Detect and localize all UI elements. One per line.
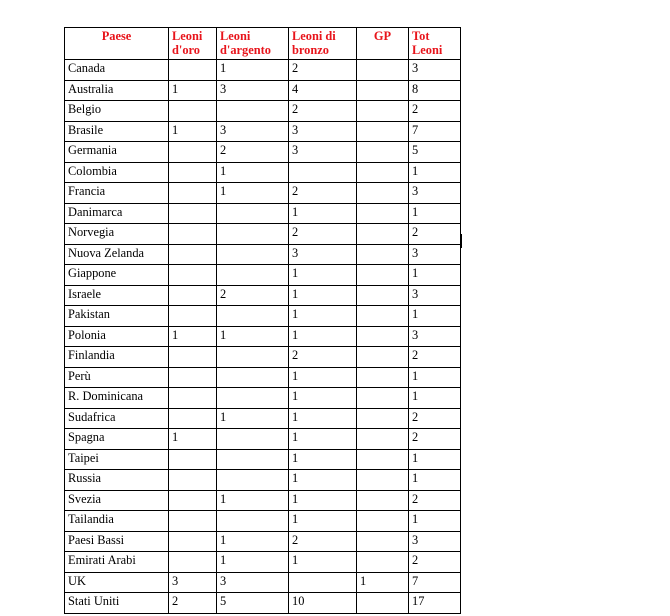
cell-leoni-argento <box>217 224 289 245</box>
cell-tot-leoni: 2 <box>409 408 461 429</box>
cell-leoni-oro <box>169 490 217 511</box>
cell-leoni-oro <box>169 183 217 204</box>
table-row <box>65 408 461 429</box>
cell-tot-leoni: 1 <box>409 265 461 286</box>
cell-leoni-oro <box>169 306 217 327</box>
cell-leoni-argento: 3 <box>217 572 289 593</box>
cell-gp <box>357 347 409 368</box>
table-body <box>65 60 461 614</box>
table-row <box>65 101 461 122</box>
header-leoni-bronzo: Leoni di bronzo <box>289 28 357 60</box>
cell-paese: Polonia <box>65 326 169 347</box>
cell-leoni-oro: 1 <box>169 121 217 142</box>
cell-tot-leoni: 3 <box>409 285 461 306</box>
cell-gp <box>357 429 409 450</box>
cell-leoni-oro <box>169 552 217 573</box>
cell-leoni-oro <box>169 408 217 429</box>
cell-tot-leoni: 1 <box>409 162 461 183</box>
cell-leoni-bronzo: 1 <box>289 203 357 224</box>
table-row <box>65 162 461 183</box>
cell-paese: Nuova Zelanda <box>65 244 169 265</box>
cell-leoni-argento <box>217 347 289 368</box>
cell-gp <box>357 490 409 511</box>
cell-paese: Colombia <box>65 162 169 183</box>
cell-gp <box>357 367 409 388</box>
cell-leoni-argento <box>217 367 289 388</box>
header-tot-leoni: Tot Leoni <box>409 28 461 60</box>
cell-leoni-bronzo: 1 <box>289 326 357 347</box>
cell-tot-leoni: 1 <box>409 511 461 532</box>
cell-leoni-oro: 2 <box>169 593 217 614</box>
cell-leoni-oro <box>169 531 217 552</box>
cell-leoni-bronzo: 1 <box>289 367 357 388</box>
cell-leoni-oro <box>169 511 217 532</box>
cell-leoni-argento <box>217 429 289 450</box>
table-row <box>65 429 461 450</box>
header-gp: GP <box>357 28 409 60</box>
cell-leoni-oro: 3 <box>169 572 217 593</box>
cell-paese: Australia <box>65 80 169 101</box>
cell-paese: Brasile <box>65 121 169 142</box>
table-row <box>65 593 461 614</box>
cell-leoni-bronzo: 1 <box>289 306 357 327</box>
cell-leoni-bronzo: 3 <box>289 121 357 142</box>
cell-tot-leoni: 1 <box>409 367 461 388</box>
cell-paese: Spagna <box>65 429 169 450</box>
cell-leoni-argento: 1 <box>217 531 289 552</box>
cell-leoni-oro <box>169 388 217 409</box>
cell-gp <box>357 80 409 101</box>
cell-leoni-oro <box>169 367 217 388</box>
cell-leoni-bronzo: 2 <box>289 60 357 81</box>
cell-leoni-bronzo: 1 <box>289 265 357 286</box>
cell-tot-leoni: 3 <box>409 326 461 347</box>
cell-gp <box>357 449 409 470</box>
cell-leoni-bronzo: 3 <box>289 244 357 265</box>
table-row <box>65 183 461 204</box>
cell-tot-leoni: 1 <box>409 470 461 491</box>
table-row <box>65 572 461 593</box>
cell-paese: Norvegia <box>65 224 169 245</box>
cell-leoni-bronzo: 1 <box>289 408 357 429</box>
cell-leoni-bronzo: 1 <box>289 490 357 511</box>
header-row <box>65 28 461 60</box>
cell-leoni-bronzo <box>289 572 357 593</box>
cell-tot-leoni: 8 <box>409 80 461 101</box>
cell-gp <box>357 408 409 429</box>
cell-gp <box>357 593 409 614</box>
cell-tot-leoni: 7 <box>409 572 461 593</box>
cell-leoni-oro <box>169 162 217 183</box>
cell-tot-leoni: 1 <box>409 449 461 470</box>
cell-gp: 1 <box>357 572 409 593</box>
cell-tot-leoni: 3 <box>409 531 461 552</box>
cell-leoni-bronzo: 1 <box>289 285 357 306</box>
cell-gp <box>357 265 409 286</box>
cell-leoni-oro: 1 <box>169 429 217 450</box>
table-row <box>65 388 461 409</box>
cell-leoni-argento: 1 <box>217 162 289 183</box>
cell-leoni-argento: 2 <box>217 285 289 306</box>
cell-leoni-oro: 1 <box>169 326 217 347</box>
cell-gp <box>357 244 409 265</box>
cell-tot-leoni: 2 <box>409 101 461 122</box>
cell-leoni-argento: 1 <box>217 183 289 204</box>
cell-leoni-argento: 3 <box>217 121 289 142</box>
cell-leoni-argento: 5 <box>217 593 289 614</box>
table-row <box>65 224 461 245</box>
cell-paese: Sudafrica <box>65 408 169 429</box>
cell-gp <box>357 285 409 306</box>
cell-leoni-argento <box>217 511 289 532</box>
cell-leoni-argento <box>217 306 289 327</box>
table-row <box>65 121 461 142</box>
header-leoni-oro: Leoni d'oro <box>169 28 217 60</box>
cell-leoni-argento: 1 <box>217 552 289 573</box>
cell-gp <box>357 306 409 327</box>
table-row <box>65 531 461 552</box>
cell-leoni-bronzo: 2 <box>289 347 357 368</box>
cell-leoni-bronzo: 2 <box>289 224 357 245</box>
cell-leoni-oro <box>169 285 217 306</box>
cell-leoni-bronzo: 2 <box>289 531 357 552</box>
table-row <box>65 306 461 327</box>
table-row <box>65 511 461 532</box>
cell-paese: Danimarca <box>65 203 169 224</box>
cell-tot-leoni: 2 <box>409 347 461 368</box>
table-row <box>65 326 461 347</box>
cell-tot-leoni: 3 <box>409 60 461 81</box>
cell-leoni-oro <box>169 101 217 122</box>
cell-leoni-oro <box>169 244 217 265</box>
cell-paese: Germania <box>65 142 169 163</box>
cell-leoni-argento <box>217 265 289 286</box>
table-row <box>65 367 461 388</box>
table-row <box>65 265 461 286</box>
cell-paese: Tailandia <box>65 511 169 532</box>
cell-paese: Russia <box>65 470 169 491</box>
table-row <box>65 285 461 306</box>
cell-gp <box>357 224 409 245</box>
table-row <box>65 449 461 470</box>
cell-gp <box>357 162 409 183</box>
table-row <box>65 347 461 368</box>
cell-leoni-argento: 3 <box>217 80 289 101</box>
cell-leoni-argento: 1 <box>217 408 289 429</box>
cell-leoni-argento <box>217 101 289 122</box>
cell-leoni-argento <box>217 449 289 470</box>
cell-tot-leoni: 2 <box>409 490 461 511</box>
cell-leoni-oro <box>169 224 217 245</box>
table-row <box>65 244 461 265</box>
cell-leoni-bronzo: 2 <box>289 101 357 122</box>
cell-tot-leoni: 1 <box>409 306 461 327</box>
cell-paese: Taipei <box>65 449 169 470</box>
cell-leoni-bronzo: 1 <box>289 449 357 470</box>
cell-leoni-bronzo <box>289 162 357 183</box>
cell-paese: UK <box>65 572 169 593</box>
table-row <box>65 142 461 163</box>
cell-leoni-argento: 1 <box>217 490 289 511</box>
cell-leoni-oro <box>169 142 217 163</box>
cell-leoni-oro <box>169 449 217 470</box>
cell-gp <box>357 60 409 81</box>
cell-leoni-argento <box>217 470 289 491</box>
cell-tot-leoni: 7 <box>409 121 461 142</box>
cell-gp <box>357 511 409 532</box>
cell-leoni-oro: 1 <box>169 80 217 101</box>
cell-paese: Belgio <box>65 101 169 122</box>
cell-paese: Israele <box>65 285 169 306</box>
cell-leoni-argento: 1 <box>217 326 289 347</box>
cell-leoni-bronzo: 1 <box>289 429 357 450</box>
cell-gp <box>357 470 409 491</box>
cell-gp <box>357 183 409 204</box>
cell-leoni-bronzo: 2 <box>289 183 357 204</box>
cell-leoni-oro <box>169 265 217 286</box>
cursor-mark <box>460 234 462 248</box>
cell-paese: R. Dominicana <box>65 388 169 409</box>
cell-leoni-bronzo: 1 <box>289 470 357 491</box>
table-row <box>65 490 461 511</box>
cell-gp <box>357 531 409 552</box>
cell-leoni-argento: 1 <box>217 60 289 81</box>
cell-leoni-bronzo: 10 <box>289 593 357 614</box>
cell-paese: Stati Uniti <box>65 593 169 614</box>
cell-tot-leoni: 2 <box>409 429 461 450</box>
header-paese: Paese <box>65 28 169 60</box>
cell-gp <box>357 121 409 142</box>
header-leoni-argento: Leoni d'argento <box>217 28 289 60</box>
cell-paese: Canada <box>65 60 169 81</box>
cell-gp <box>357 142 409 163</box>
cell-leoni-bronzo: 4 <box>289 80 357 101</box>
medal-table <box>64 27 461 614</box>
cell-paese: Paesi Bassi <box>65 531 169 552</box>
cell-leoni-argento <box>217 388 289 409</box>
cell-paese: Emirati Arabi <box>65 552 169 573</box>
cell-leoni-argento <box>217 203 289 224</box>
table-row <box>65 80 461 101</box>
table-row <box>65 203 461 224</box>
cell-paese: Francia <box>65 183 169 204</box>
cell-leoni-bronzo: 1 <box>289 552 357 573</box>
cell-leoni-argento <box>217 244 289 265</box>
cell-leoni-argento: 2 <box>217 142 289 163</box>
cell-leoni-oro <box>169 347 217 368</box>
cell-leoni-bronzo: 1 <box>289 511 357 532</box>
cell-gp <box>357 101 409 122</box>
cell-tot-leoni: 5 <box>409 142 461 163</box>
table-row <box>65 470 461 491</box>
cell-leoni-oro <box>169 470 217 491</box>
table-row <box>65 552 461 573</box>
cell-paese: Giappone <box>65 265 169 286</box>
cell-gp <box>357 388 409 409</box>
cell-tot-leoni: 1 <box>409 203 461 224</box>
cell-tot-leoni: 1 <box>409 388 461 409</box>
cell-gp <box>357 552 409 573</box>
cell-tot-leoni: 3 <box>409 244 461 265</box>
cell-tot-leoni: 3 <box>409 183 461 204</box>
cell-leoni-bronzo: 3 <box>289 142 357 163</box>
cell-paese: Svezia <box>65 490 169 511</box>
cell-gp <box>357 326 409 347</box>
table-row <box>65 60 461 81</box>
cell-tot-leoni: 17 <box>409 593 461 614</box>
cell-leoni-oro <box>169 203 217 224</box>
cell-leoni-oro <box>169 60 217 81</box>
cell-leoni-bronzo: 1 <box>289 388 357 409</box>
cell-paese: Finlandia <box>65 347 169 368</box>
cell-tot-leoni: 2 <box>409 552 461 573</box>
cell-gp <box>357 203 409 224</box>
cell-tot-leoni: 2 <box>409 224 461 245</box>
cell-paese: Perù <box>65 367 169 388</box>
cell-paese: Pakistan <box>65 306 169 327</box>
